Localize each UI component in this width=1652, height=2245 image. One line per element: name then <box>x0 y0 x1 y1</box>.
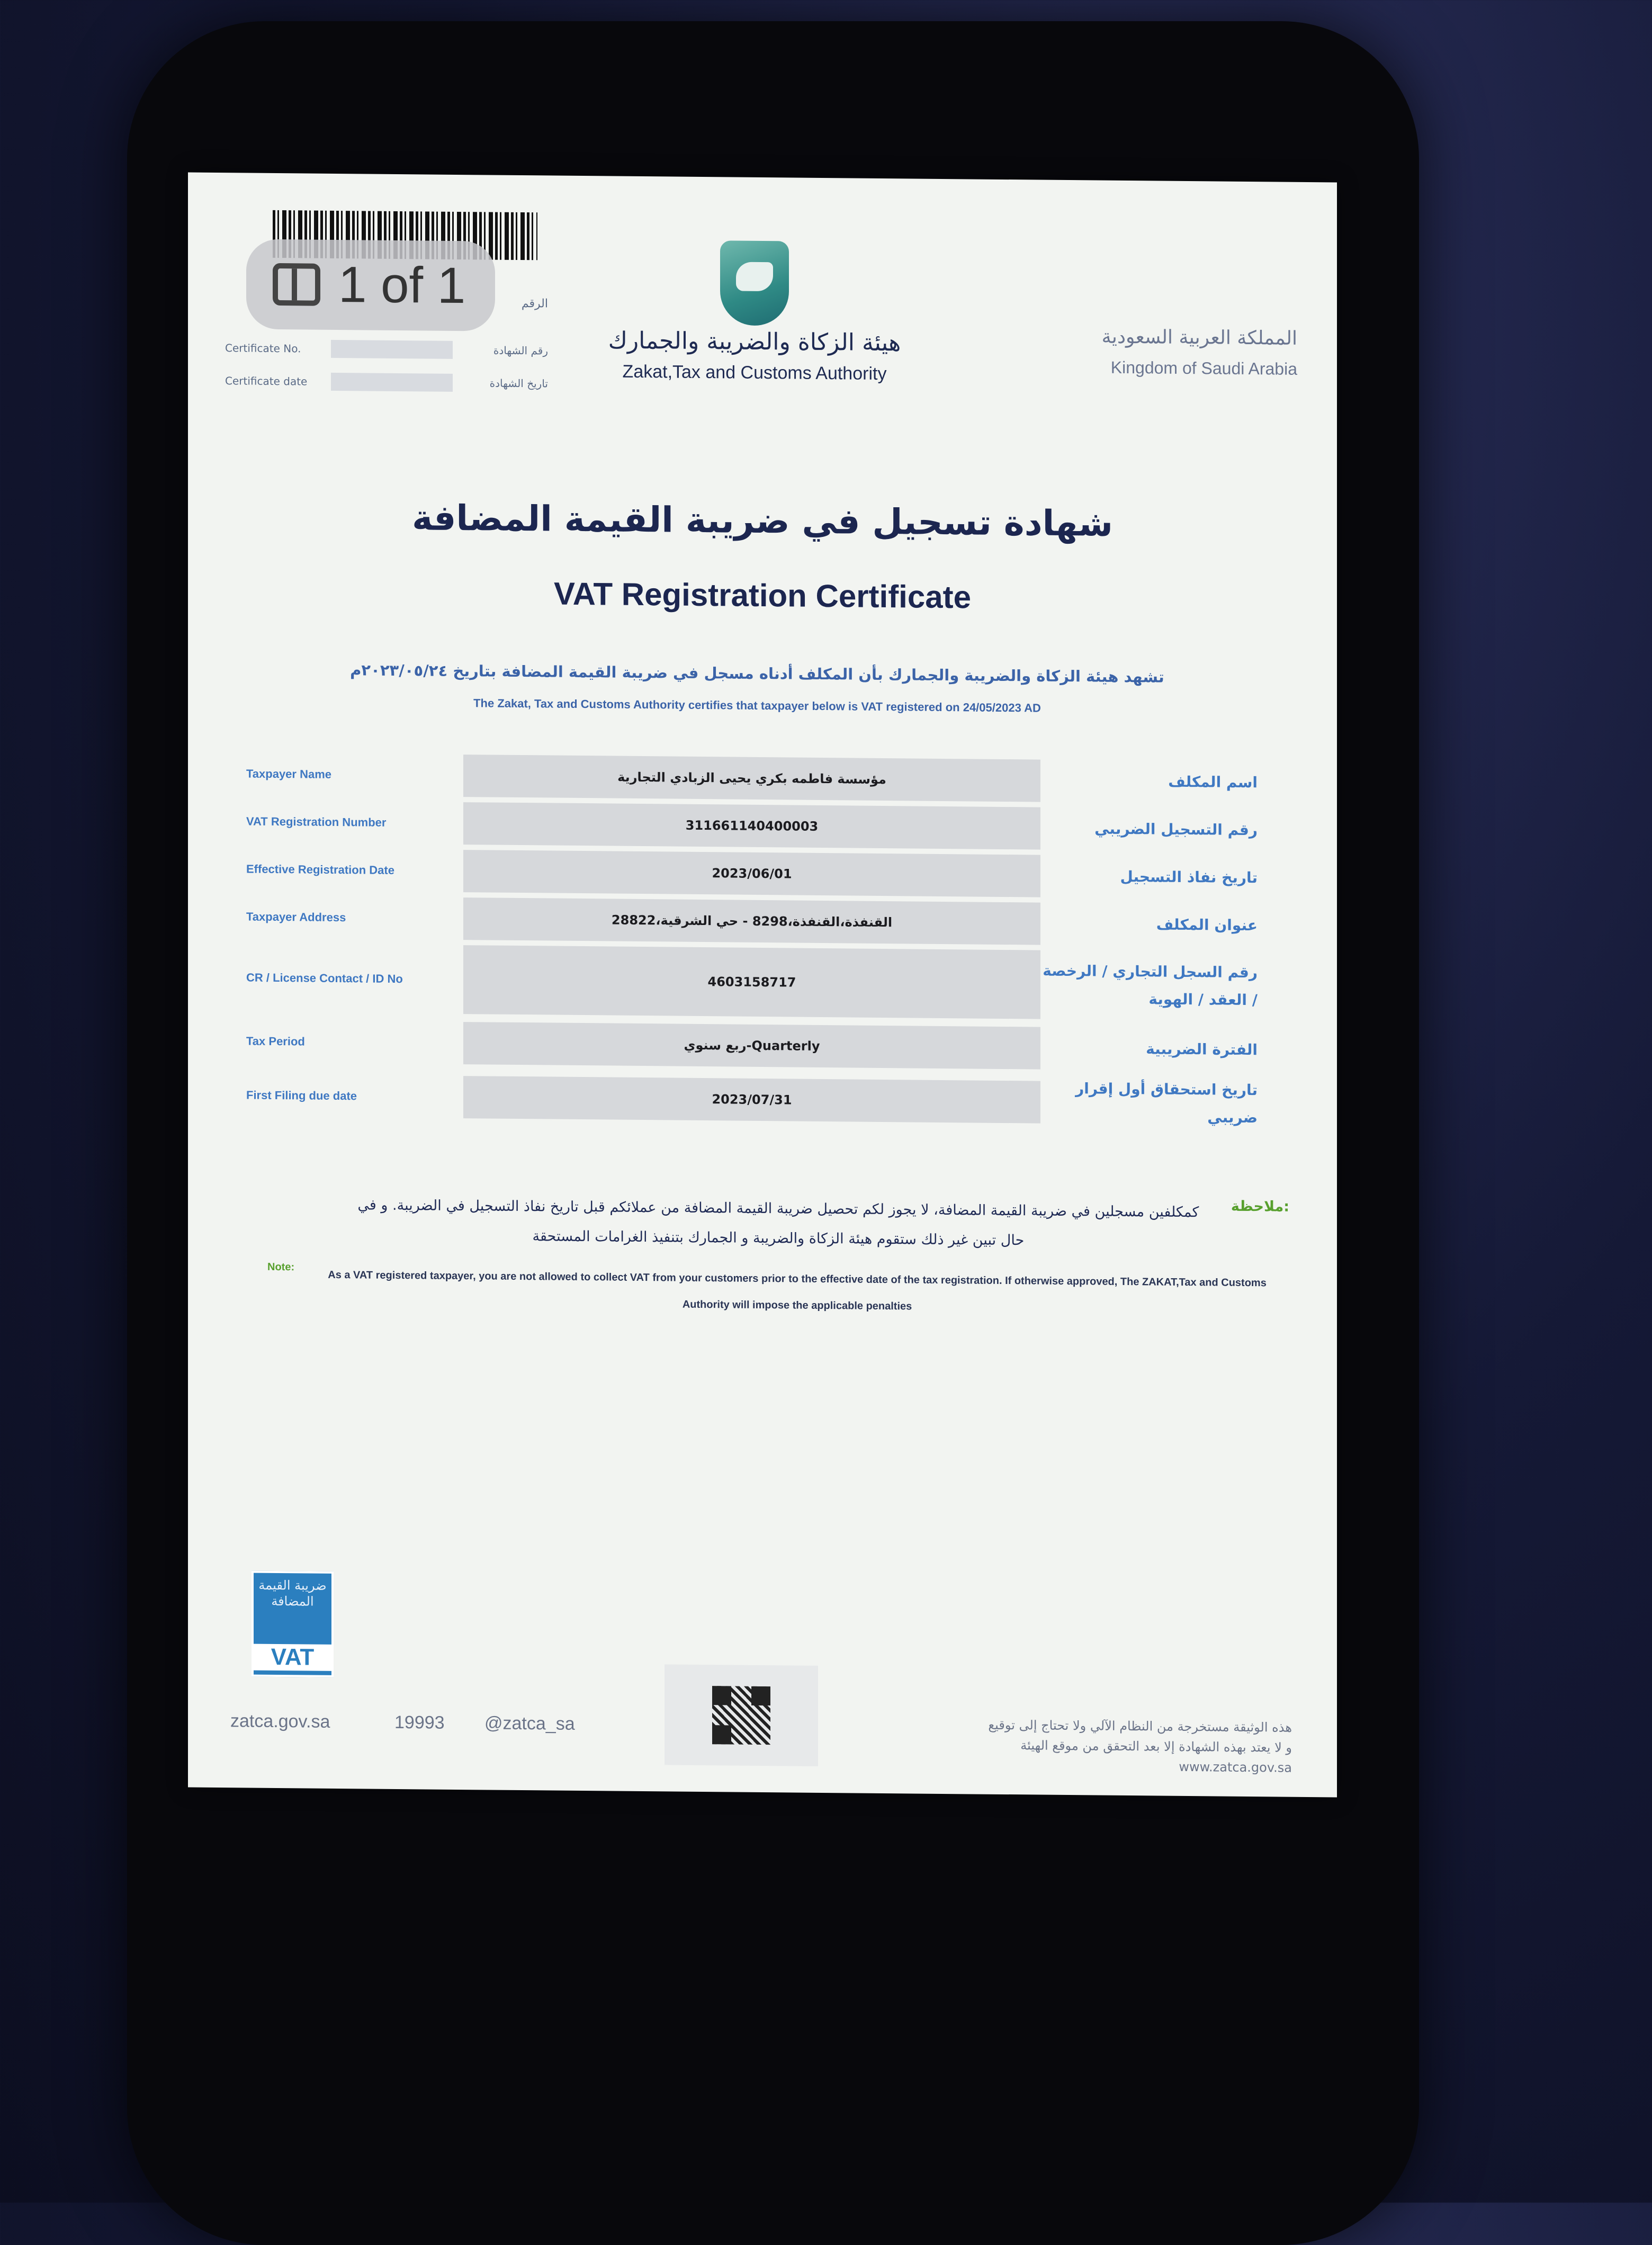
field-label-en: Tax Period <box>246 1034 305 1048</box>
field-label-ar: رقم السجل التجاري / الرخصة / العقد / الهوية <box>1043 962 1258 1009</box>
vat-logo <box>252 1571 334 1677</box>
field-value: 2023/06/01 <box>463 850 1040 897</box>
field-value: ربع سنوي-Quarterly <box>463 1022 1040 1070</box>
field-value: مؤسسة فاطمه بكري يحيى الزبادي التجارية <box>463 755 1040 802</box>
field-value: القنفذة،القنفذة،8298 - حي الشرقية،28822 <box>463 897 1040 945</box>
field-label-en: Taxpayer Name <box>246 767 332 781</box>
authority-name-en: Zakat,Tax and Customs Authority <box>622 361 887 384</box>
note-en <box>267 1261 1273 1323</box>
note-text-ar: كمكلفين مسجلين في ضريبة القيمة المضافة، لا يجوز لكم تحصيل ضريبة القيمة المضافة من عملائكم قبل تاريخ نفاذ التسجيل في الضريبة. و في حال تبين غير ذلك ستقوم هيئة الزكاة والضريبة و الجمارك بتنفيذ الغرامات المستحقة <box>357 1197 1199 1249</box>
note-label-ar: ملاحظة: <box>1231 1198 1289 1215</box>
qr-code-icon <box>712 1686 770 1745</box>
cert-date-label-en: Certificate date <box>225 374 308 388</box>
cert-no-row <box>225 331 548 367</box>
field-label-ar: الفترة الضريبية <box>1146 1040 1258 1059</box>
cert-no-label-ar: رقم الشهادة <box>493 344 548 357</box>
field-label-ar: رقم التسجيل الضريبي <box>1094 820 1258 839</box>
zatca-logo-icon <box>720 240 789 326</box>
note-text-en: As a VAT registered taxpayer, you are not allowed to collect VAT from your customers prior to the effective date of the tax registration. If otherwise approved, The ZAKAT,Tax and Customs Authority will impose the applicable penalties <box>328 1269 1267 1313</box>
document-title-en: VAT Registration Certificate <box>554 576 971 615</box>
field-first-filing <box>220 1067 1305 1132</box>
footer-handle[interactable]: @zatca_sa <box>484 1713 575 1734</box>
field-value: 2023/07/31 <box>463 1076 1040 1124</box>
certifies-statement-en: The Zakat, Tax and Customs Authority certifies that taxpayer below is VAT registered on 24/05/2023 AD <box>473 696 1041 715</box>
field-cr-license <box>220 943 1305 1021</box>
validity-statement <box>890 1714 1292 1778</box>
field-label-en: First Filing due date <box>246 1088 357 1103</box>
certifies-statement-ar: تشهد هيئة الزكاة والضريبة والجمارك بأن المكلف أدناه مسجل في ضريبة القيمة المضافة بتاريخ ٢٠٢٣/٠٥/٢٤م <box>350 661 1164 686</box>
note-ar <box>347 1190 1289 1258</box>
authority-name-ar: هيئة الزكاة والضريبة والجمارك <box>608 327 901 357</box>
cert-no-value <box>331 340 453 359</box>
qr-code-panel <box>665 1664 818 1766</box>
field-vat-number <box>220 800 1305 852</box>
field-taxpayer-address <box>220 895 1305 947</box>
certificate-document <box>188 173 1337 1798</box>
certificate-meta <box>225 331 548 400</box>
validity-line-1: هذه الوثيقة مستخرجة من النظام الآلي ولا تحتاج إلى توقيع <box>988 1717 1292 1735</box>
footer-website[interactable]: zatca.gov.sa <box>230 1711 330 1732</box>
field-label-en: CR / License Contact / ID No <box>246 971 403 986</box>
cert-no-label-en: Certificate No. <box>225 342 301 355</box>
field-label-ar: اسم المكلف <box>1168 773 1258 792</box>
document-title-ar: شهادة تسجيل في ضريبة القيمة المضافة <box>412 497 1113 544</box>
cert-date-row <box>225 364 548 400</box>
field-effective-date <box>220 848 1305 900</box>
field-label-ar: تاريخ نفاذ التسجيل <box>1120 867 1258 887</box>
kingdom-name-en: Kingdom of Saudi Arabia <box>1110 357 1297 379</box>
field-label-en: Taxpayer Address <box>246 910 346 924</box>
field-label-ar: عنوان المكلف <box>1156 915 1258 935</box>
field-value: 4603158717 <box>463 945 1040 1019</box>
field-label-en: VAT Registration Number <box>246 814 387 829</box>
field-label-ar: تاريخ استحقاق أول إقرار ضريبي <box>1075 1080 1258 1127</box>
validity-line-2: و لا يعتد بهذه الشهادة إلا بعد التحقق من موقع الهيئة <box>1020 1738 1292 1755</box>
cert-date-label-ar: تاريخ الشهادة <box>489 376 548 390</box>
page-thumbnail-icon <box>273 263 320 306</box>
field-value: 311661140400003 <box>463 802 1040 850</box>
page-indicator[interactable] <box>246 239 495 331</box>
vat-logo-en: VAT <box>254 1644 331 1671</box>
validity-line-3[interactable]: www.zatca.gov.sa <box>1179 1759 1292 1775</box>
field-taxpayer-name <box>220 752 1305 804</box>
note-label-en: Note: <box>267 1261 295 1273</box>
hijri-label: الرقم <box>521 297 548 311</box>
vat-logo-ar: ضريبة القيمة المضافة <box>258 1577 327 1609</box>
footer-phone[interactable]: 19993 <box>394 1712 445 1733</box>
kingdom-name-ar: المملكة العربية السعودية <box>1101 326 1297 349</box>
field-label-en: Effective Registration Date <box>246 862 394 877</box>
page-indicator-text: 1 of 1 <box>338 256 466 315</box>
cert-date-value <box>331 373 453 392</box>
field-tax-period <box>220 1020 1305 1072</box>
